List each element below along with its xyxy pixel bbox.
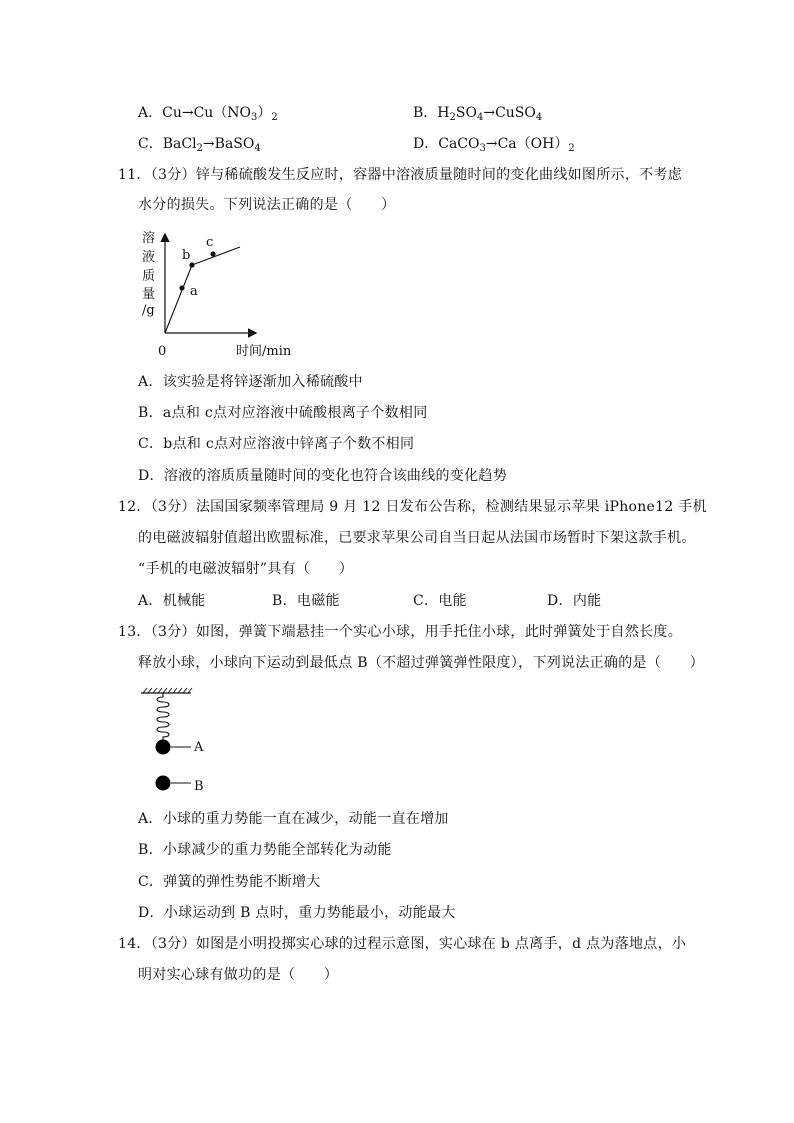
ceiling-hatch xyxy=(143,688,192,693)
q13-option-c: C．弹簧的弹性势能不断增大 xyxy=(138,874,321,890)
point-b-label: b xyxy=(182,248,191,263)
q11-stem-line1: 11．（3分）锌与稀硫酸发生反应时，容器中溶液质量随时间的变化曲线如图所示，不考虑 xyxy=(118,167,683,183)
q14-stem-line1: 14．（3分）如图是小明投掷实心球的过程示意图，实心球在 b 点离手，d 点为落地点，小 xyxy=(118,936,687,952)
q10-option-b: B．$H_2SO_4\to CuSO_4$ xyxy=(413,105,543,123)
q11-option-c: C．b点和 c点对应溶液中锌离子个数不相同 xyxy=(138,436,415,452)
spring-coil xyxy=(157,693,169,740)
x-axis-label: 时间/min xyxy=(236,344,292,359)
q13-spring-ball-figure xyxy=(135,685,225,800)
q12-stem-line3: “手机的电磁波辐射”具有（ ） xyxy=(138,561,354,577)
point-c-label: c xyxy=(206,235,214,250)
ylabel-char-1: 溶 xyxy=(142,231,156,246)
q11-stem-line2: 水分的损失。下列说法正确的是（ ） xyxy=(138,197,396,213)
point-a-dot xyxy=(179,285,184,290)
q12-stem-line2: 的电磁波辐射值超出欧盟标准，已要求苹果公司自当日起从法国市场暂时下架这款手机。 xyxy=(138,530,696,546)
point-b-dot xyxy=(189,262,194,267)
q13-stem-line1: 13．（3分）如图，弹簧下端悬挂一个实心小球，用手托住小球，此时弹簧处于自然长度。 xyxy=(118,624,683,640)
label-b: B xyxy=(194,779,204,794)
q11-option-b: B．a点和 c点对应溶液中硫酸根离子个数相同 xyxy=(138,405,428,421)
ylabel-char-3: 质 xyxy=(142,269,156,284)
q13-option-b: B．小球减少的重力势能全部转化为动能 xyxy=(138,842,392,858)
label-a: A xyxy=(194,740,204,755)
point-a-label: a xyxy=(190,284,198,299)
point-c-dot xyxy=(210,251,215,256)
q13-option-d: D．小球运动到 B 点时，重力势能最小，动能最大 xyxy=(138,905,456,921)
q13-stem-line2: 释放小球，小球向下运动到最低点 B（不超过弹簧弹性限度），下列说法正确的是（ ） xyxy=(138,655,705,671)
q11-option-a: A．该实验是将锌逐渐加入稀硫酸中 xyxy=(138,374,363,390)
ball-at-a xyxy=(156,740,171,755)
q10-option-c: C．BaCl$_2$→BaSO$_4$ xyxy=(138,136,261,154)
q12-option-b: B．电磁能 xyxy=(272,593,340,609)
q13-option-a: A．小球的重力势能一直在减少，动能一直在增加 xyxy=(138,811,449,827)
ball-at-b xyxy=(156,776,171,791)
q11-mass-time-graph xyxy=(130,225,300,365)
mass-curve xyxy=(165,247,240,333)
ylabel-char-5: /g xyxy=(142,303,155,318)
q10-option-d: D．$CaCO_3\to Ca(OH)_2$ xyxy=(413,136,575,154)
q14-stem-line2: 明对实心球有做功的是（ ） xyxy=(138,967,339,983)
q10-option-a: A．$Cu\to Cu(NO_3)_2$ xyxy=(138,105,278,123)
q12-option-d: D．内能 xyxy=(547,593,602,609)
q12-option-c: C．电能 xyxy=(413,593,467,609)
q12-option-a: A．机械能 xyxy=(138,593,206,609)
origin-label: 0 xyxy=(158,344,167,359)
ylabel-char-2: 液 xyxy=(142,250,156,265)
q11-option-d: D．溶液的溶质质量随时间的变化也符合该曲线的变化趋势 xyxy=(138,468,508,484)
ylabel-char-4: 量 xyxy=(142,287,156,302)
q12-stem-line1: 12．（3分）法国国家频率管理局 9 月 12 日发布公告称，检测结果显示苹果 iPhone12 手机 xyxy=(118,499,707,515)
